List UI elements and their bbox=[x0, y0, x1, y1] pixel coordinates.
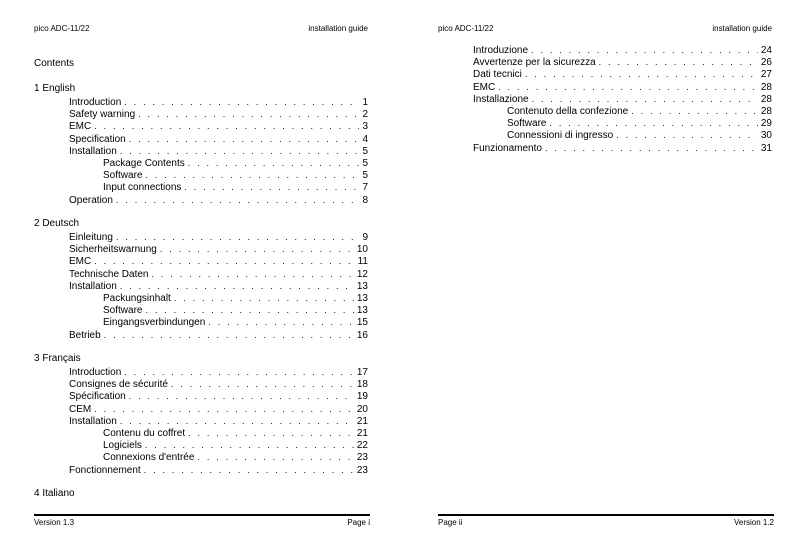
toc-entry-page: 3 bbox=[362, 121, 368, 133]
toc-entry-page: 31 bbox=[760, 142, 772, 154]
toc-leader-dots bbox=[188, 157, 360, 169]
toc-entry-title: Safety warning bbox=[69, 109, 136, 121]
toc-leader-dots bbox=[145, 304, 353, 316]
toc-entry bbox=[69, 243, 368, 255]
toc-entry bbox=[103, 427, 368, 439]
toc-entry bbox=[103, 304, 368, 316]
toc-leader-dots bbox=[94, 403, 354, 415]
toc-entry-page: 22 bbox=[356, 440, 368, 452]
toc-entry bbox=[69, 96, 368, 108]
toc-entry-title: Einleitung bbox=[69, 232, 113, 243]
toc-leader-dots bbox=[174, 292, 354, 304]
toc-entry bbox=[473, 93, 772, 105]
toc-entry-page: 21 bbox=[356, 415, 368, 427]
toc-entry-page: 24 bbox=[760, 45, 772, 56]
toc-entry bbox=[507, 105, 772, 117]
toc-entry-page: 28 bbox=[760, 81, 772, 93]
toc-entry bbox=[69, 415, 368, 427]
toc-entry-title: EMC bbox=[69, 256, 92, 268]
section-heading: 2 Deutsch bbox=[34, 218, 80, 229]
toc-entry-page: 7 bbox=[362, 182, 368, 194]
toc-entry-title: Connessioni di ingresso bbox=[507, 130, 614, 142]
section-heading: 3 Français bbox=[34, 353, 81, 364]
toc-entry bbox=[69, 268, 368, 280]
toc-entry-page: 19 bbox=[356, 391, 368, 403]
toc-leader-dots bbox=[545, 142, 758, 154]
toc-leader-dots bbox=[124, 366, 354, 378]
toc-entry-title: Logiciels bbox=[103, 440, 142, 452]
toc-entry-page: 4 bbox=[362, 133, 368, 145]
toc-entry-title: Operation bbox=[69, 194, 113, 206]
toc-entry-page: 28 bbox=[760, 93, 772, 105]
toc-entry-title: Avvertenze per la sicurezza bbox=[473, 57, 596, 69]
toc-leader-dots bbox=[138, 108, 359, 120]
header-product: pico ADC-11/22 bbox=[34, 24, 90, 33]
footer-version: Version 1.3 bbox=[34, 518, 75, 527]
toc-leader-dots bbox=[116, 231, 360, 243]
toc-entry bbox=[103, 169, 368, 181]
header-doc-type: installation guide bbox=[712, 24, 772, 33]
toc-leader-dots bbox=[171, 378, 354, 390]
toc-leader-dots bbox=[188, 427, 354, 439]
toc-leader-dots bbox=[631, 105, 758, 117]
toc-entry-title: Installation bbox=[69, 280, 117, 292]
toc-leader-dots bbox=[129, 390, 354, 402]
toc-entry-title: Technische Daten bbox=[69, 268, 149, 280]
toc-entry bbox=[69, 231, 368, 243]
toc-entry bbox=[69, 133, 368, 145]
toc-entry-title: Contenuto della confezione bbox=[507, 106, 629, 117]
toc-leader-dots bbox=[120, 415, 354, 427]
toc-leader-dots bbox=[152, 268, 354, 280]
toc-entry-title: Software bbox=[103, 170, 143, 182]
toc-entry-page: 26 bbox=[760, 57, 772, 69]
section-heading: 4 Italiano bbox=[34, 488, 75, 499]
toc-entry-title: Fonctionnement bbox=[69, 464, 141, 476]
toc-entry-title: Consignes de sécurité bbox=[69, 379, 168, 391]
toc-entry-page: 5 bbox=[362, 158, 368, 169]
toc-entry bbox=[473, 44, 772, 56]
toc-entry-page: 23 bbox=[356, 452, 368, 464]
toc-entry bbox=[69, 366, 368, 378]
toc-entry bbox=[69, 120, 368, 132]
toc-entry-page: 23 bbox=[356, 464, 368, 476]
toc-entry-title: Dati tecnici bbox=[473, 69, 522, 81]
toc-entry-title: Package Contents bbox=[103, 158, 185, 169]
toc-entry-page: 30 bbox=[760, 130, 772, 142]
toc-entry bbox=[103, 292, 368, 304]
toc-leader-dots bbox=[116, 194, 360, 206]
toc-entry bbox=[507, 117, 772, 129]
toc-entry-page: 16 bbox=[356, 329, 368, 341]
toc-leader-dots bbox=[144, 464, 354, 476]
toc-entry bbox=[69, 403, 368, 415]
footer-rule bbox=[438, 514, 774, 516]
toc-entry-page: 20 bbox=[356, 403, 368, 415]
toc-entry-page: 5 bbox=[362, 170, 368, 182]
toc-entry-page: 9 bbox=[362, 232, 368, 243]
toc-entry-page: 21 bbox=[356, 428, 368, 439]
toc-entry-title: Contenu du coffret bbox=[103, 428, 186, 439]
toc-leader-dots bbox=[531, 44, 758, 56]
toc-leader-dots bbox=[94, 120, 359, 132]
toc-entry-title: Funzionamento bbox=[473, 142, 542, 154]
toc-entry-page: 2 bbox=[362, 109, 368, 121]
toc-entry bbox=[69, 108, 368, 120]
toc-leader-dots bbox=[160, 243, 354, 255]
footer-version: Version 1.2 bbox=[733, 518, 774, 527]
toc-entry-page: 27 bbox=[760, 69, 772, 81]
section-heading: 1 English bbox=[34, 83, 76, 94]
toc-entry-title: Spécification bbox=[69, 391, 126, 403]
toc-entry bbox=[473, 68, 772, 80]
toc-entry-page: 10 bbox=[356, 244, 368, 256]
toc-entry-page: 28 bbox=[760, 106, 772, 117]
toc-entry bbox=[103, 316, 368, 328]
toc-leader-dots bbox=[145, 439, 354, 451]
toc-entry-title: Packungsinhalt bbox=[103, 293, 171, 304]
toc-entry-title: EMC bbox=[69, 121, 92, 133]
toc-leader-dots bbox=[120, 280, 354, 292]
toc-entry-page: 13 bbox=[356, 293, 368, 304]
toc-entry bbox=[69, 464, 368, 476]
toc-leader-dots bbox=[124, 96, 359, 108]
toc-leader-dots bbox=[208, 316, 354, 328]
toc-entry bbox=[507, 129, 772, 141]
toc-entry bbox=[473, 142, 772, 154]
right-page bbox=[404, 0, 808, 552]
toc-entry bbox=[69, 145, 368, 157]
toc-entry-title: Connexions d'entrée bbox=[103, 452, 195, 464]
toc-entry-title: Installation bbox=[69, 145, 117, 157]
toc-entry-page: 5 bbox=[362, 145, 368, 157]
toc-entry-title: Betrieb bbox=[69, 329, 101, 341]
toc-entry-title: Sicherheitswarnung bbox=[69, 244, 157, 256]
toc-entry-page: 13 bbox=[356, 305, 368, 317]
footer-page-number: Page ii bbox=[438, 518, 463, 527]
toc-entry-title: Installazione bbox=[473, 93, 529, 105]
toc-entry-page: 11 bbox=[357, 256, 368, 268]
header-doc-type: installation guide bbox=[308, 24, 368, 33]
toc-entry-title: Eingangsverbindungen bbox=[103, 317, 206, 329]
toc-entry-page: 12 bbox=[356, 268, 368, 280]
toc-entry bbox=[103, 181, 368, 193]
toc-entry bbox=[103, 157, 368, 169]
footer-rule bbox=[34, 514, 370, 516]
toc-entry-title: Introduction bbox=[69, 367, 122, 378]
toc-leader-dots bbox=[616, 129, 758, 141]
toc-entry-page: 17 bbox=[356, 367, 368, 378]
toc-entry-title: Software bbox=[507, 118, 547, 130]
toc-entry-title: Input connections bbox=[103, 182, 182, 194]
toc-entry bbox=[69, 378, 368, 390]
contents-title: Contents bbox=[34, 58, 75, 69]
toc-leader-dots bbox=[145, 169, 359, 181]
toc-entry bbox=[69, 255, 368, 267]
toc-entry bbox=[69, 280, 368, 292]
toc-entry-title: Introduzione bbox=[473, 45, 529, 56]
toc-entry-title: Introduction bbox=[69, 97, 122, 108]
footer-page-number: Page i bbox=[347, 518, 370, 527]
toc-entry bbox=[103, 439, 368, 451]
toc-entry-page: 29 bbox=[760, 118, 772, 130]
toc-entry bbox=[69, 390, 368, 402]
toc-leader-dots bbox=[599, 56, 758, 68]
toc-leader-dots bbox=[532, 93, 758, 105]
toc-entry-title: Installation bbox=[69, 415, 117, 427]
toc-leader-dots bbox=[184, 181, 359, 193]
toc-leader-dots bbox=[498, 81, 758, 93]
toc-entry-title: Specification bbox=[69, 133, 126, 145]
toc-entry-page: 15 bbox=[356, 317, 368, 329]
toc-entry bbox=[473, 56, 772, 68]
toc-entry-page: 1 bbox=[362, 97, 368, 108]
toc-leader-dots bbox=[104, 329, 354, 341]
toc-leader-dots bbox=[94, 255, 354, 267]
toc-leader-dots bbox=[525, 68, 758, 80]
toc-entry bbox=[69, 194, 368, 206]
toc-entry-page: 13 bbox=[356, 280, 368, 292]
toc-entry-title: EMC bbox=[473, 81, 496, 93]
toc-entry-page: 8 bbox=[362, 194, 368, 206]
toc-leader-dots bbox=[197, 451, 353, 463]
toc-entry-title: CEM bbox=[69, 403, 92, 415]
toc-entry bbox=[69, 329, 368, 341]
toc-leader-dots bbox=[120, 145, 360, 157]
header-product: pico ADC-11/22 bbox=[438, 24, 494, 33]
toc-entry bbox=[103, 451, 368, 463]
toc-entry-page: 18 bbox=[356, 379, 368, 391]
toc-leader-dots bbox=[549, 117, 757, 129]
toc-entry-title: Software bbox=[103, 305, 143, 317]
toc-entry bbox=[473, 81, 772, 93]
toc-leader-dots bbox=[129, 133, 360, 145]
